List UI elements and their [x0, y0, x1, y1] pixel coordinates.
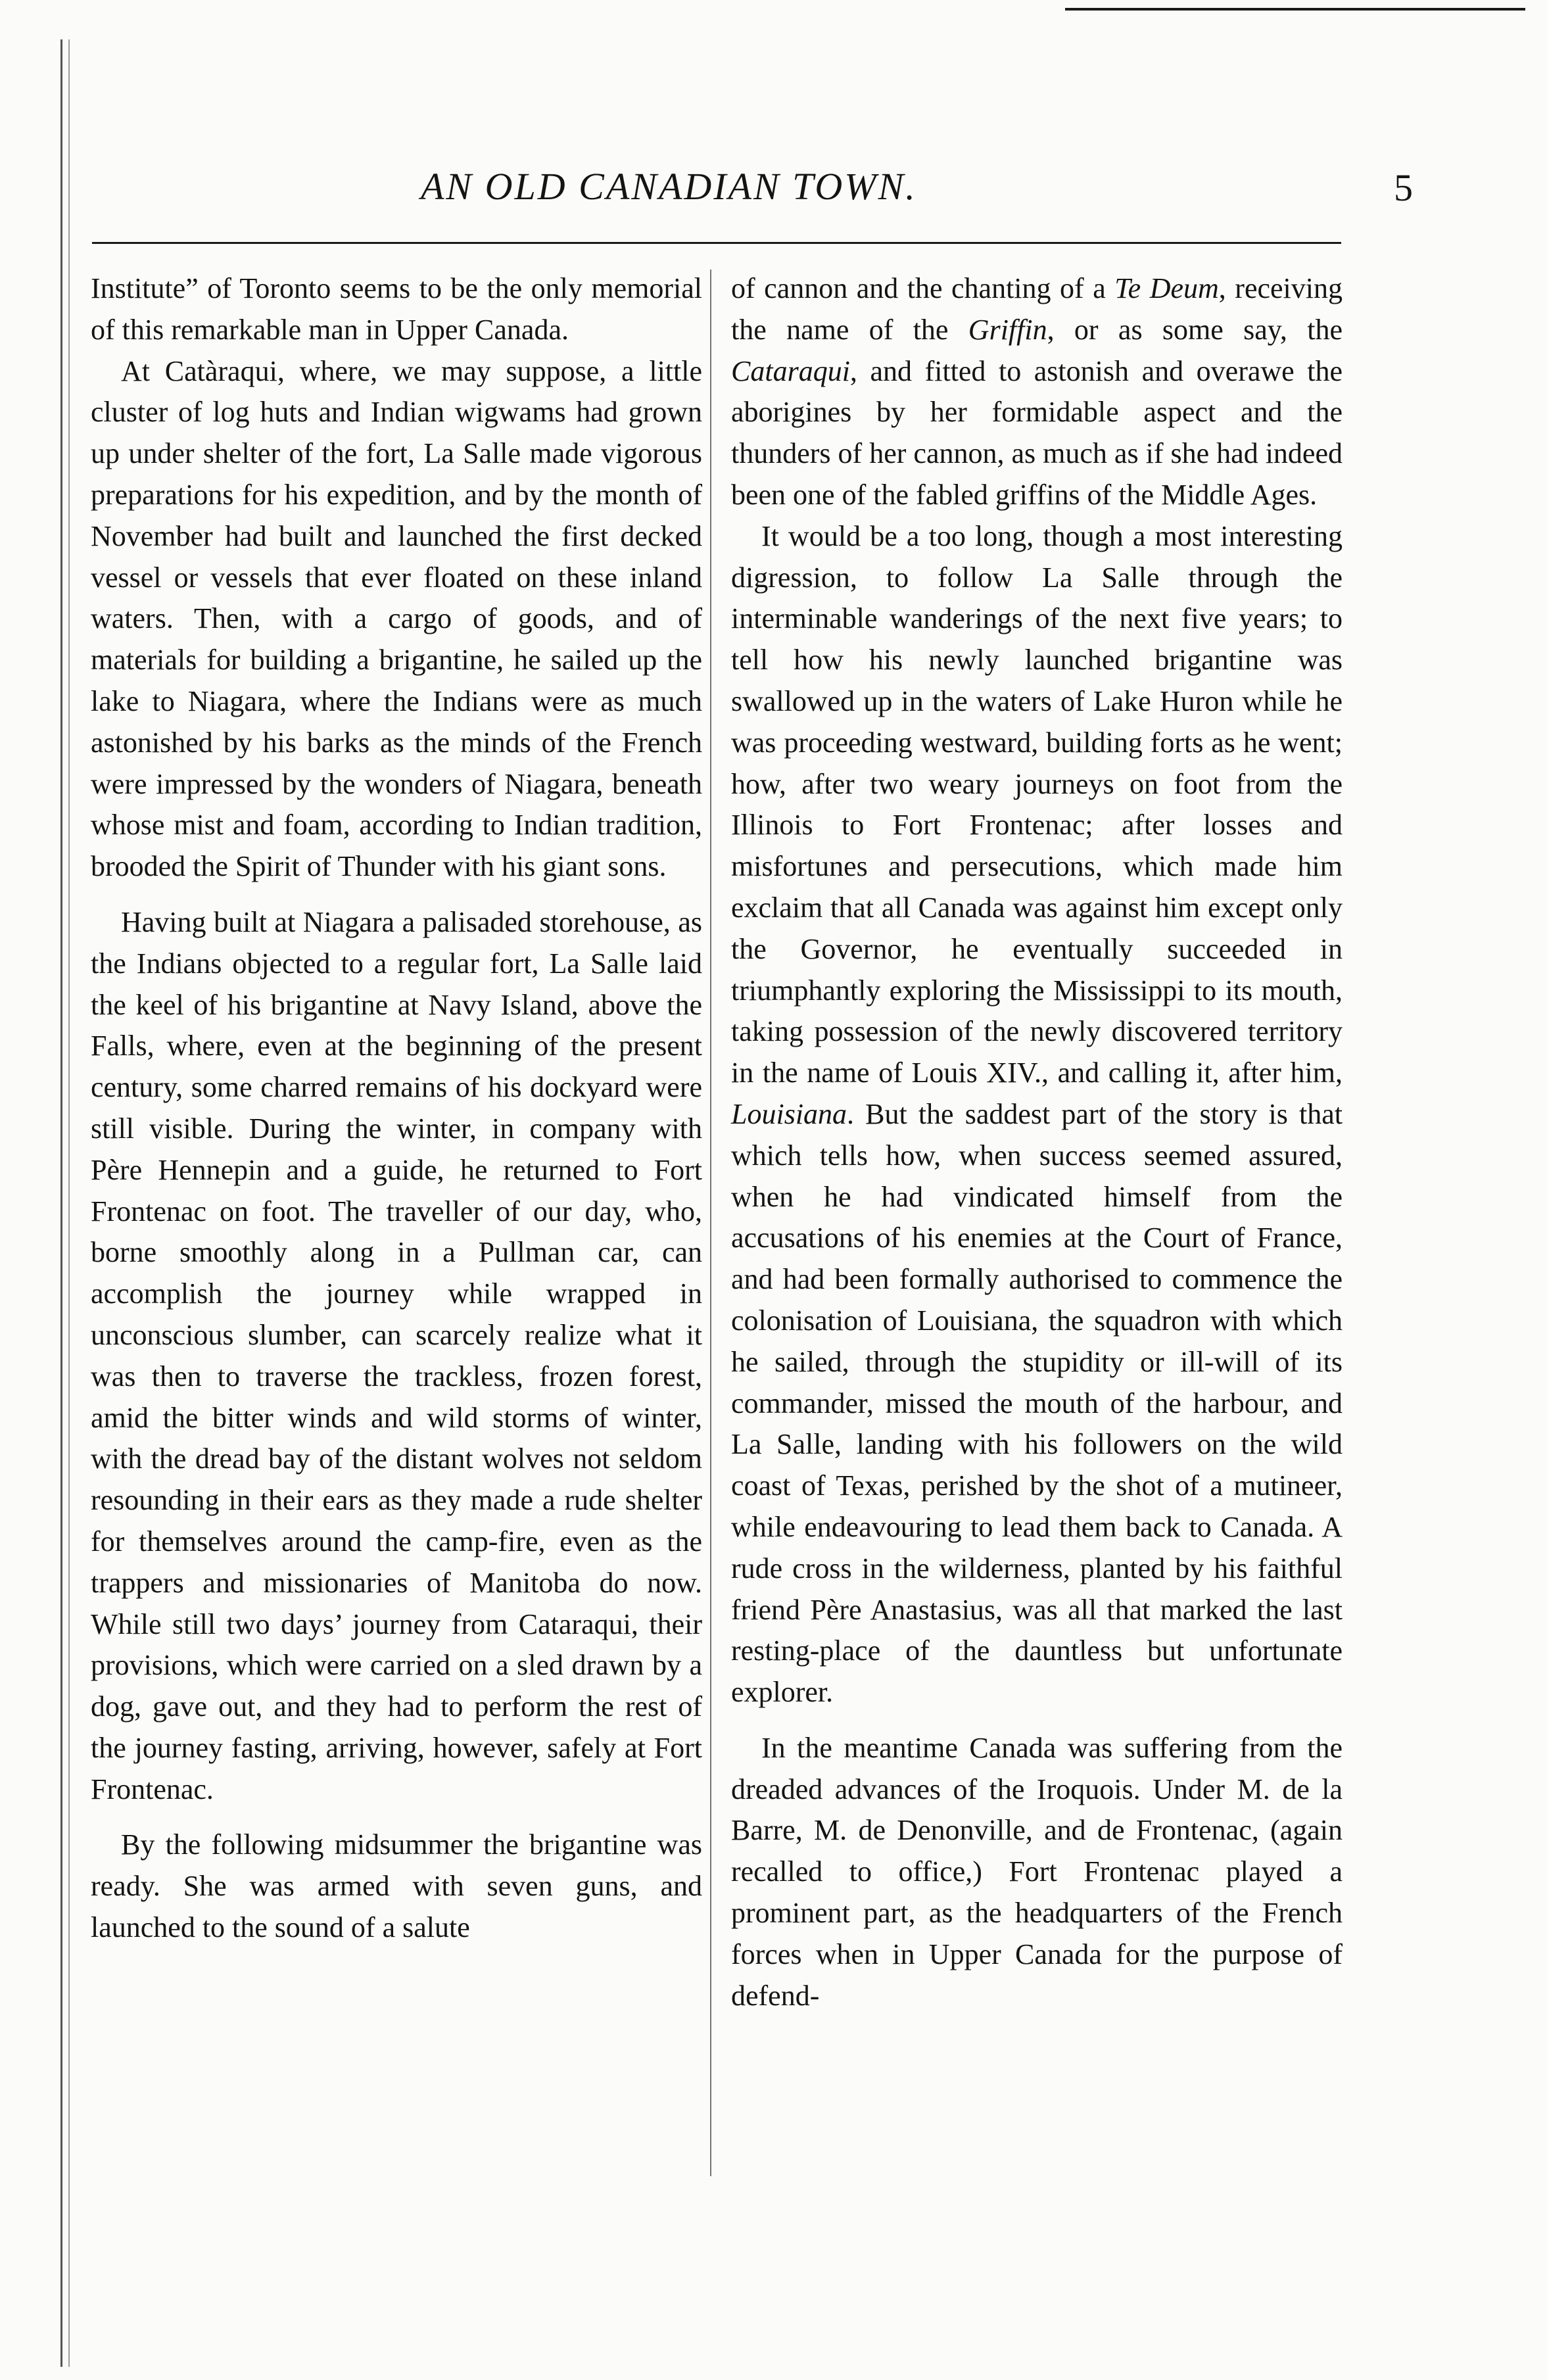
italic-cataraqui: Cataraqui	[731, 354, 850, 387]
text-run: , or as some say, the	[1047, 313, 1343, 346]
running-head-title: AN OLD CANADIAN TOWN.	[421, 165, 917, 208]
italic-louisiana: Louisiana	[731, 1097, 847, 1130]
page-number: 5	[1394, 166, 1413, 209]
left-paragraph-3: Having built at Niagara a palisaded storehouse, as the Indians objected to a regular fort, La Salle laid the keel of his brigantine at Navy Island, above the Falls, where, even at the beginning of the present century, some charred remains of his dockyard were still visible. During the winter, in company with Père Hennepin and a guide, he returned to Fort Frontenac on foot. The traveller of our day, who, borne smoothly along in a Pullman car, can accomplish the journey while wrapped in unconscious slumber, can scarcely realize what it was then to traverse the trackless, frozen forest, amid the bitter winds and wild storms of winter, with the dread bay of the distant wolves not seldom resounding in their ears as they made a rude shelter for themselves around the camp-fire, even as the trappers and missionaries of Manitoba do now. While still two days’ journey from Cataraqui, their provisions, which were carried on a sled drawn by a dog, gave out, and they had to perform the rest of the journey fasting, arriving, however, safely at Fort Frontenac.	[91, 905, 702, 1805]
text-run: It would be a too long, though a most interesting digression, to follow La Salle through the interminable wanderings of the next five years; to tell how his newly launched brigantine was swallowed up in the waters of Lake Huron while he was proceeding westward, building forts as he went; how, after two weary journeys on foot from the Illinois to Fort Frontenac; after losses and misfortunes and persecutions, which made him exclaim that all Canada was against him except only the Governor, he eventually succeeded in triumphantly exploring the Mississippi to its mouth, taking possession of the newly discovered territory in the name of Louis XIV., and calling it, after him,	[731, 519, 1343, 1089]
text-run: of cannon and the chanting of a	[731, 272, 1115, 304]
left-paragraph-2: At Catàraqui, where, we may suppose, a little cluster of log huts and Indian wigwams had grown up under shelter of the fort, La Salle made vigorous preparations for his expedition, and by the month of November had built and launched the first decked vessel or vessels that ever floated on these inland waters. Then, with a cargo of goods, and of materials for building a brigantine, he sailed up the lake to Niagara, where the Indians were as much astonished by his barks as the minds of the French were impressed by the wonders of Niagara, beneath whose mist and foam, according to Indian tradition, brooded the Spirit of Thunder with his giant sons.	[91, 354, 702, 883]
right-text-column	[731, 268, 1343, 2016]
left-text-column	[91, 268, 702, 1949]
italic-te-deum: Te Deum	[1114, 272, 1219, 304]
right-paragraph-3: In the meantime Canada was suffering from the dreaded advances of the Iroquois. Under M. de la Barre, M. de Denonville, and de Frontenac, (again recalled to office,) Fort Frontenac played a prominent part, as the headquarters of the French forces when in Upper Canada for the purpose of defend-	[731, 1731, 1343, 2012]
text-run: , and fitted to astonish and overawe the aborigines by her formidable aspect and the thunders of her cannon, as much as if she had indeed been one of the fabled griffins of the Middle Ages.	[731, 354, 1343, 511]
left-paragraph-4: By the following midsummer the brigantine was ready. She was armed with seven guns, and launched to the sound of a salute	[91, 1828, 702, 1944]
text-run: . But the saddest part of the story is that which tells how, when success seemed assured, when he had vindicated himself from the accusations of his enemies at the Court of France, and had been formally authorised to commence the colonisation of Louisiana, the squadron with which he sailed, through the stupidity or ill-will of its commander, missed the mouth of the harbour, and La Salle, landing with his followers on the wild coast of Texas, perished by the shot of a mutineer, while endeavouring to lead them back to Canada. A rude cross in the wilderness, planted by his faithful friend Père Anastasius, was all that marked the last resting-place of the dauntless but unfortunate explorer.	[731, 1097, 1343, 1709]
binding-shadow-line-secondary	[68, 39, 70, 2367]
right-paragraph-2	[731, 516, 1343, 1713]
binding-shadow-line	[60, 39, 62, 2367]
header-rule	[92, 242, 1341, 244]
text-run: , receiving the name of the	[731, 272, 1343, 346]
column-divider	[710, 270, 711, 2176]
right-paragraph-1	[731, 268, 1343, 516]
italic-griffin: Griffin	[968, 313, 1047, 346]
left-paragraph-1: Institute” of Toronto seems to be the only memorial of this remarkable man in Upper Canada.	[91, 272, 702, 346]
scan-edge-rule	[1065, 8, 1525, 11]
